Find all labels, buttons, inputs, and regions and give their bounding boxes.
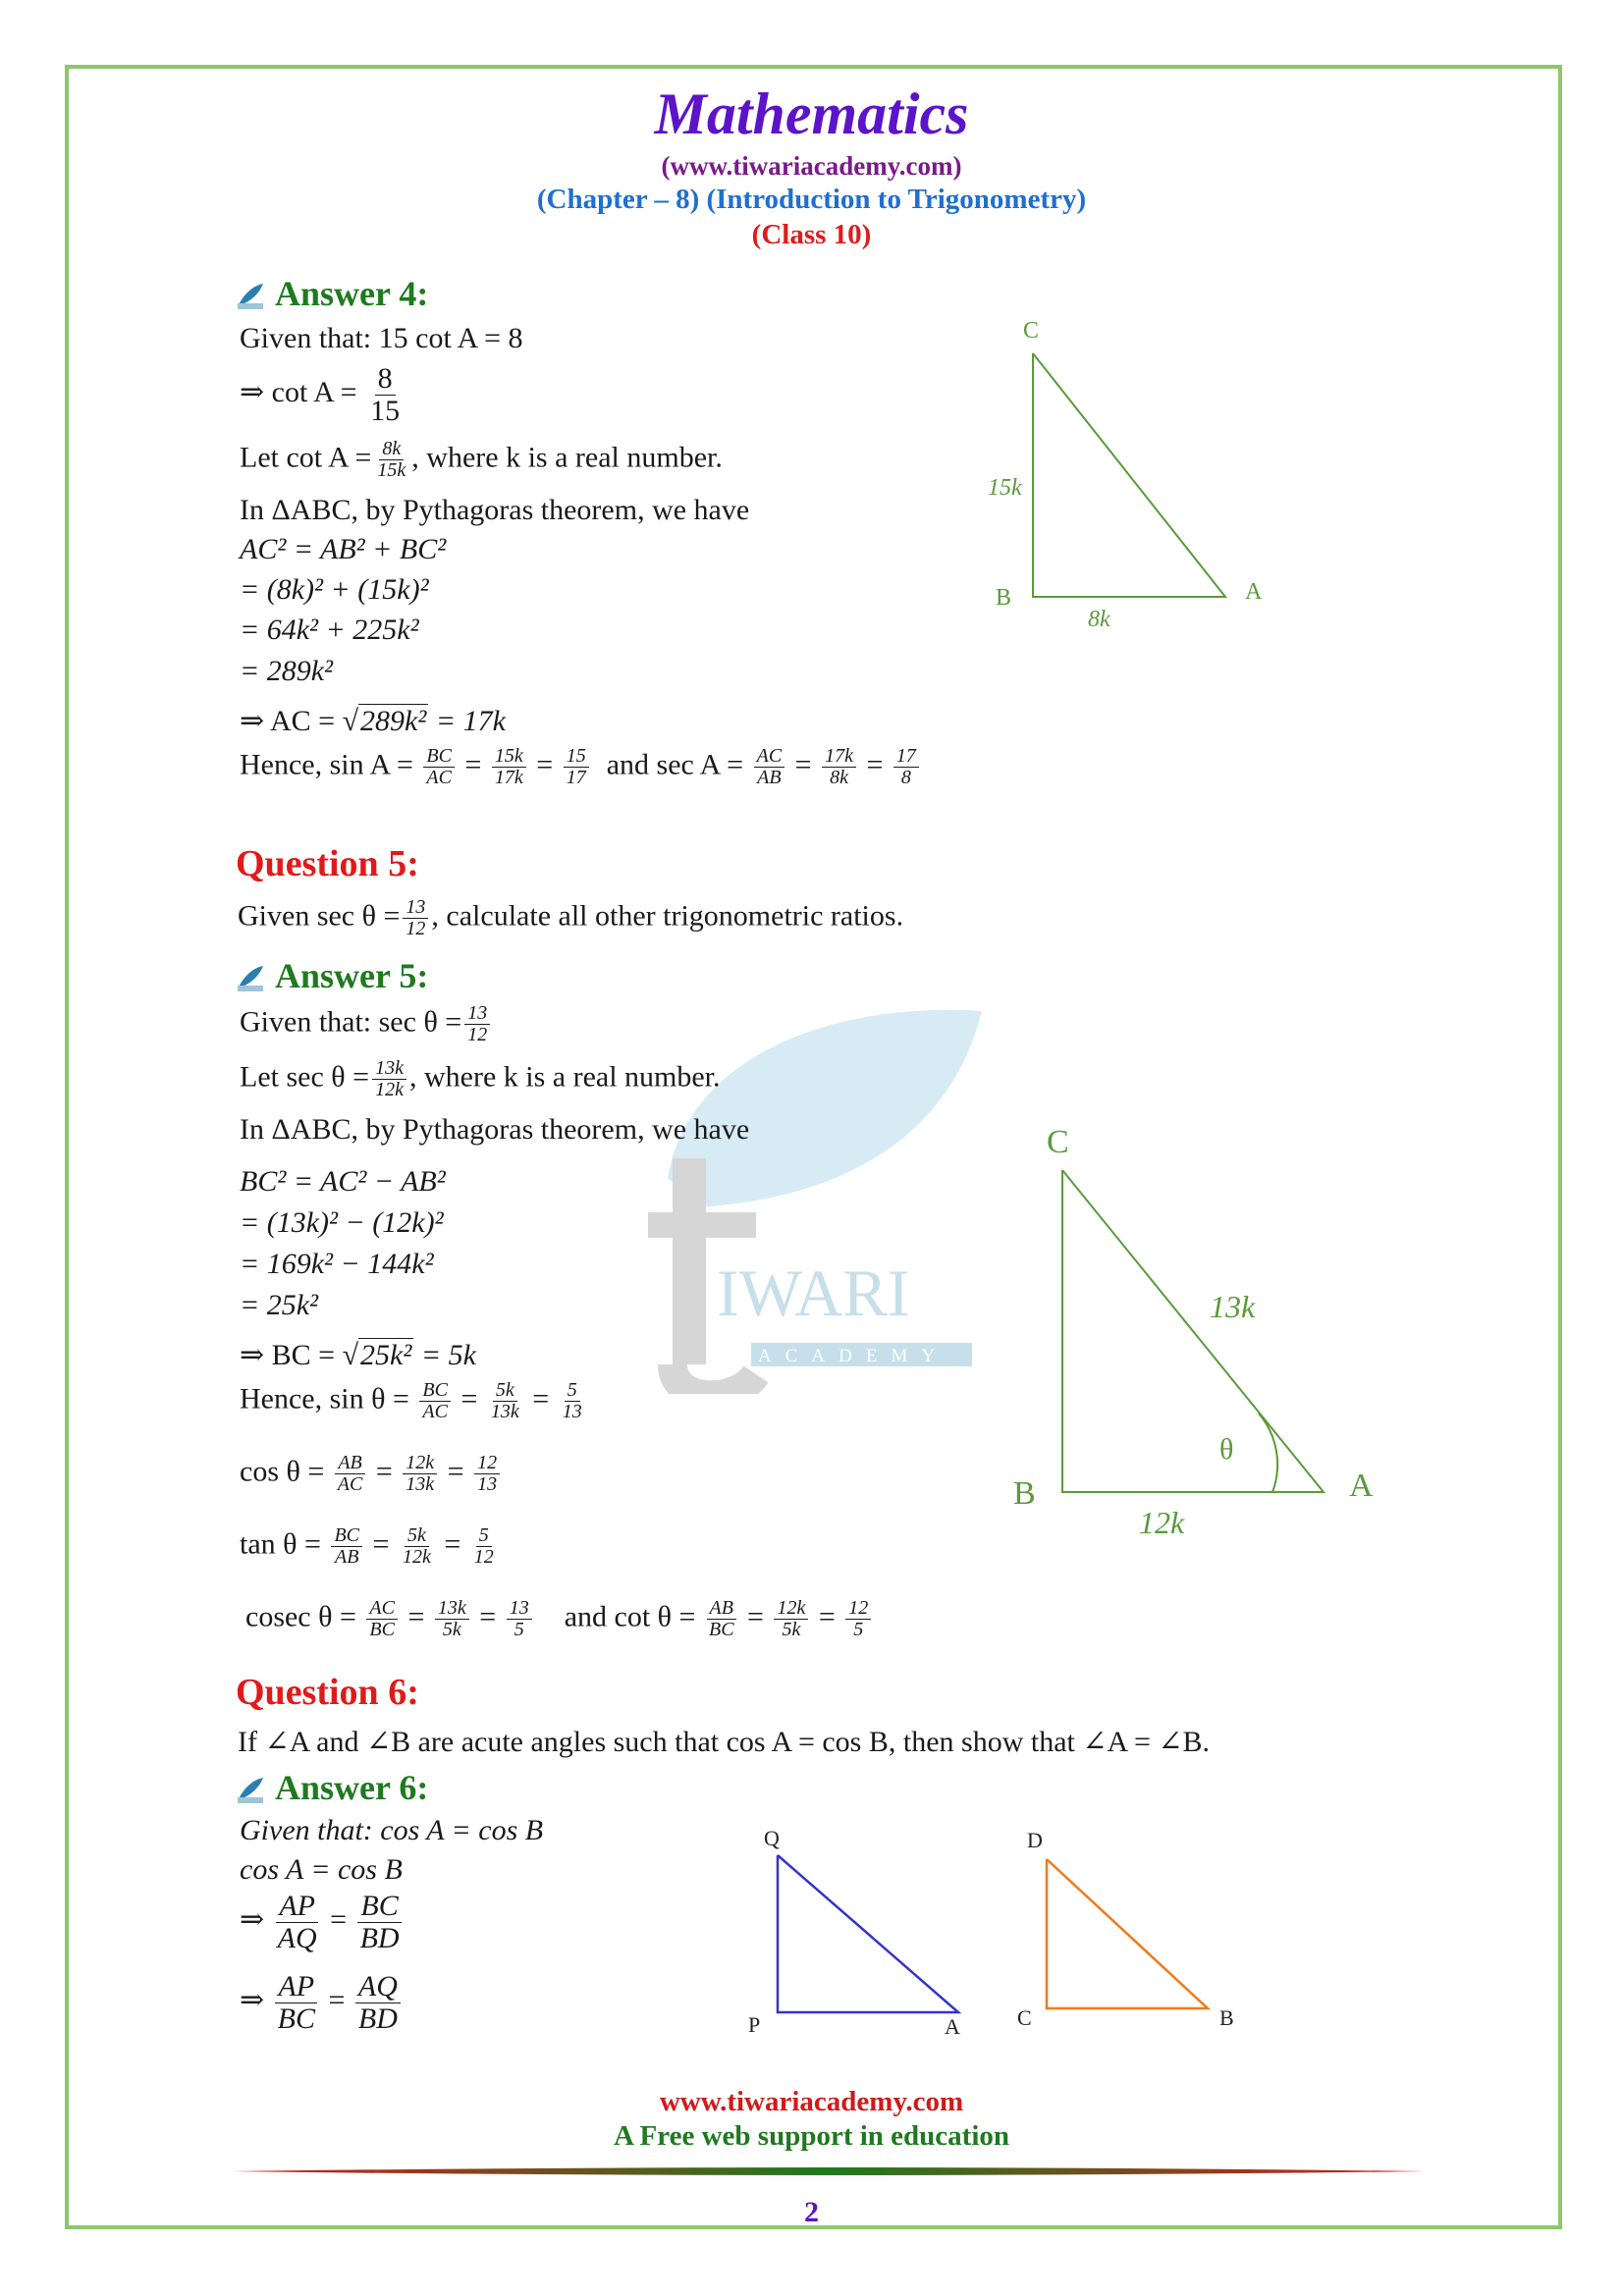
question-5-heading: Question 5: <box>236 843 419 884</box>
a4-step-2: = (8k)² + (15k)² <box>240 573 429 606</box>
answer-5-heading: Answer 5: <box>236 955 428 996</box>
a5-side-ab: 12k <box>1139 1505 1185 1540</box>
a4-given: Given that: 15 cot A = 8 <box>240 322 523 354</box>
a5-step-1: BC² = AC² − AB² <box>240 1165 446 1198</box>
class-label: (Class 10) <box>751 219 872 250</box>
page-title: Mathematics <box>654 81 969 146</box>
quill-icon <box>236 1776 265 1803</box>
a6-label-c: C <box>1017 2005 1032 2030</box>
a6-line2: cos A = cos B <box>240 1853 403 1886</box>
a4-step-3: = 64k² + 225k² <box>240 614 419 646</box>
a5-label-c: C <box>1047 1124 1069 1160</box>
a4-step-4: = 289k² <box>240 655 334 687</box>
quill-icon <box>236 282 265 309</box>
a5-given: Given that: sec θ = $\frac{13}{12}$ <box>240 1003 493 1045</box>
a4-side-bc: 15k <box>988 475 1022 501</box>
header-website: (www.tiwariacademy.com) <box>661 151 962 181</box>
a5-angle-theta: θ <box>1219 1433 1234 1466</box>
a6-eq1: ⇒ $\frac{AP}{AQ}$ = $\frac{BC}{BD}$ <box>240 1891 406 1953</box>
a4-label-c: C <box>1023 318 1040 344</box>
a5-pythagoras: In ΔABC, by Pythagoras theorem, we have <box>240 1113 750 1146</box>
a5-tan-line: tan θ = $\frac{BC}{AB}$ = $\frac{5k}{12k}$ = $\frac{5}{12}$ <box>240 1524 494 1568</box>
watermark-subtext: ACADEMY <box>758 1346 949 1366</box>
chapter-title: (Chapter – 8) (Introduction to Trigonometry) <box>536 184 1087 215</box>
a5-step-3: = 169k² − 144k² <box>240 1248 434 1280</box>
triangle-figure-a4 <box>972 314 1286 638</box>
footer-website: www.tiwariacademy.com <box>659 2086 964 2117</box>
a5-step-4: = 25k² <box>240 1289 319 1321</box>
a5-let-line: Let sec θ = $\frac{13k}{12k}$ , where k is a real number. <box>240 1057 721 1100</box>
a4-let-line: Let cot A = $\frac{8k}{15k}$ , where k is a real number. <box>240 438 723 481</box>
a4-label-a: A <box>1245 579 1263 605</box>
a6-label-p: P <box>748 2012 761 2037</box>
triangle-figure-a6-bcd <box>1011 1816 1267 2042</box>
a4-root-line: ⇒ AC = √289k² = 17k <box>240 705 506 737</box>
a6-label-b: B <box>1219 2005 1234 2030</box>
a5-cos-line: cos θ = $\frac{AB}{AC}$ = $\frac{12k}{13k}$ = $\frac{12}{13}$ <box>240 1453 503 1495</box>
a6-given: Given that: cos A = cos B <box>240 1814 544 1846</box>
a5-cosec-cot-line: cosec θ = $\frac{AC}{BC}$ = $\frac{13k}{5k}$ = $\frac{13}{5}$ and cot θ = $\frac{AB}{BC}$ = $\frac{12k}{5k}$ = $\frac{12}{5}$ <box>245 1598 874 1640</box>
page-number: 2 <box>804 2196 819 2228</box>
a4-hence-line: Hence, sin A = $\frac{BC}{AC}$ = $\frac{15k}{17k}$ = $\frac{15}{17}$ and sec A = $\frac{AC}{AB}$ = $\frac{17k}{8k}$ = $\frac{17}{8}$ <box>240 746 922 788</box>
question-6-heading: Question 6: <box>236 1672 419 1713</box>
q6-text: If ∠A and ∠B are acute angles such that cos A = cos B, then show that ∠A = ∠B. <box>238 1726 1211 1758</box>
watermark-text: IWARI <box>717 1255 910 1330</box>
a6-eq2: ⇒ $\frac{AP}{BC}$ = $\frac{AQ}{BD}$ <box>240 1971 404 2034</box>
a5-root-line: ⇒ BC = √25k² = 5k <box>240 1339 476 1371</box>
quill-icon <box>236 964 265 991</box>
a6-label-d: D <box>1027 1828 1043 1852</box>
q5-text: Given sec θ = $\frac{13}{12}$ , calculate all other trigonometric ratios. <box>238 896 904 939</box>
a5-label-a: A <box>1349 1468 1374 1504</box>
a4-side-ab: 8k <box>1088 607 1110 632</box>
a5-label-b: B <box>1013 1475 1036 1512</box>
a6-label-q: Q <box>764 1826 780 1850</box>
triangle-figure-a6-apq <box>736 1816 992 2042</box>
a4-cot-line: ⇒ cot A = $\frac{8}{15}$ <box>240 362 401 427</box>
a5-sin-line: Hence, sin θ = $\frac{BC}{AC}$ = $\frac{5k}{13k}$ = $\frac{5}{13}$ <box>240 1379 582 1422</box>
a5-side-ac: 13k <box>1210 1289 1256 1324</box>
a4-pythagoras: In ΔABC, by Pythagoras theorem, we have <box>240 494 750 526</box>
footer-tagline: A Free web support in education <box>613 2120 1010 2152</box>
a4-step-1: AC² = AB² + BC² <box>240 533 447 565</box>
footer-divider <box>232 2165 1426 2177</box>
triangle-figure-a5 <box>992 1109 1404 1541</box>
a5-step-2: = (13k)² − (12k)² <box>240 1206 444 1239</box>
watermark-logo <box>628 982 1001 1394</box>
a6-label-a: A <box>945 2014 960 2039</box>
a4-label-b: B <box>996 585 1012 611</box>
answer-6-heading: Answer 6: <box>236 1767 428 1808</box>
answer-4-heading: Answer 4: <box>236 273 428 314</box>
